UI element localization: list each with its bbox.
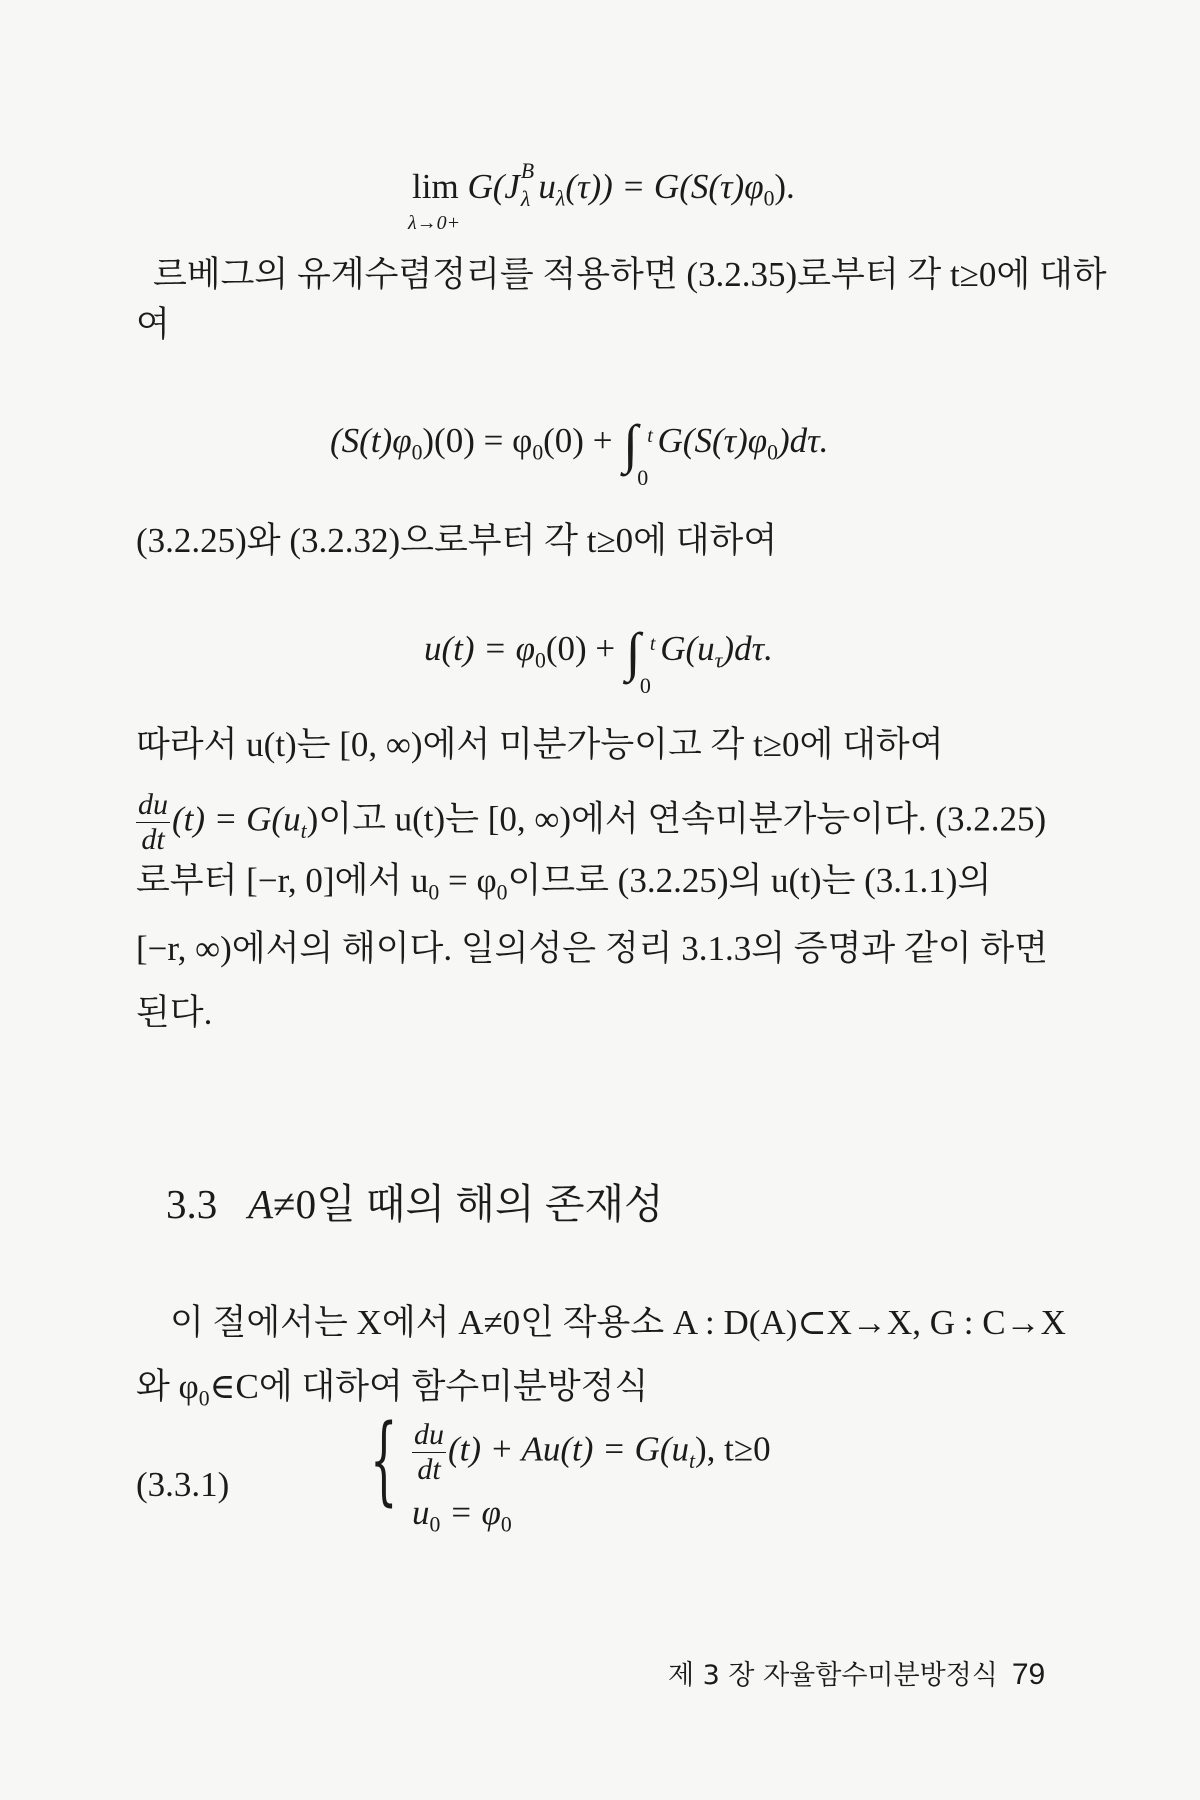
paragraph-lebesgue bbox=[153, 252, 1107, 298]
paragraph-differentiable-line2: $\frac{du}{dt}$ $(t) = G(u_t)$이고 u(t)는 [0, ∞)에서 연속미분가능이다. (3.2.25) bbox=[138, 788, 1047, 856]
section-title: 0일 때의 해의 존재성 bbox=[295, 1181, 664, 1227]
fraction-du-dt: $\frac{du}{dt}$ bbox=[138, 788, 168, 856]
paragraph-from-eqs: (3.2.25)와 (3.2.32)으로부터 각 t≥0에 대하여 bbox=[136, 521, 778, 560]
equation-label-3-3-1: (3.3.1) bbox=[136, 1465, 230, 1504]
section-heading: 3.3 A≠0일 때의 해의 존재성 bbox=[166, 1181, 664, 1227]
paragraph-differentiable-line1: 따라서 u(t)는 [0, ∞)에서 미분가능이고 각 t≥0에 대하여 bbox=[136, 725, 944, 764]
paragraph-differentiable-line5: 된다. bbox=[136, 993, 213, 1032]
paragraph-lebesgue-line2: 여 bbox=[136, 305, 170, 344]
integral-sign: ∫ t 0 bbox=[625, 622, 656, 698]
left-brace: { bbox=[370, 1404, 398, 1516]
paragraph-differentiable-line3: 로부터 [−r, 0]에서 $u_0 = \varphi_0$이므로 (3.2.25)의 u(t)는 (3.1.1)의 bbox=[136, 861, 992, 905]
paragraph-differentiable-line4: [−r, ∞)에서의 해이다. 일의성은 정리 3.1.3의 증명과 같이 하면 bbox=[136, 929, 1048, 968]
equation-3-3-1-row1: $\frac{du}{dt}$ $(t) + Au(t) = G(u_t)$, t≥0 bbox=[414, 1418, 771, 1486]
eq-limit-tail: (τ)) = G(S(τ)φ bbox=[565, 167, 764, 206]
equation-limit: lim λ→0+ G(J B λ $u_\lambda(\tau)) = G(S(\tau)\varphi_0)$. bbox=[412, 164, 795, 210]
equation-s: $(S(t)\varphi_0)(0) = \varphi_0(0)$ + ∫ t 0 $G(S(\tau)\varphi_0)d\tau$. bbox=[330, 414, 829, 490]
page-number: 79 bbox=[1011, 1658, 1046, 1691]
equation-3-3-1-row2: $u_0 = \varphi_0$ bbox=[412, 1493, 512, 1537]
lim-subscript: λ→0+ bbox=[408, 212, 461, 234]
paragraph-section-intro-line2: 와 $\varphi_0\in C$에 대하여 함수미분방정식 bbox=[136, 1367, 649, 1411]
fraction-du-dt: $\frac{du}{dt}$ bbox=[414, 1418, 444, 1486]
section-number: 3.3 bbox=[166, 1181, 218, 1227]
eq-limit-g: G(J bbox=[467, 167, 520, 206]
chapter-title: 제 3 장 자율함수미분방정식 bbox=[668, 1660, 998, 1691]
equation-u: $u(t) = \varphi_0(0)$ + ∫ t 0 $G(u_\tau)d\tau$. bbox=[424, 622, 773, 698]
paragraph-section-intro-line1: 이 절에서는 X에서 A≠0인 작용소 A : D(A)⊂X→X, G : C→X bbox=[170, 1303, 1066, 1342]
page-footer bbox=[668, 1658, 1045, 1693]
integral-sign: ∫ t 0 bbox=[623, 414, 653, 490]
lim-operator: lim λ→0+ bbox=[412, 164, 459, 210]
paragraph-lebesgue-line1: 르베그의 유계수렴정리를 적용하면 (3.2.35)로부터 각 t≥0에 대하 bbox=[153, 255, 1107, 294]
